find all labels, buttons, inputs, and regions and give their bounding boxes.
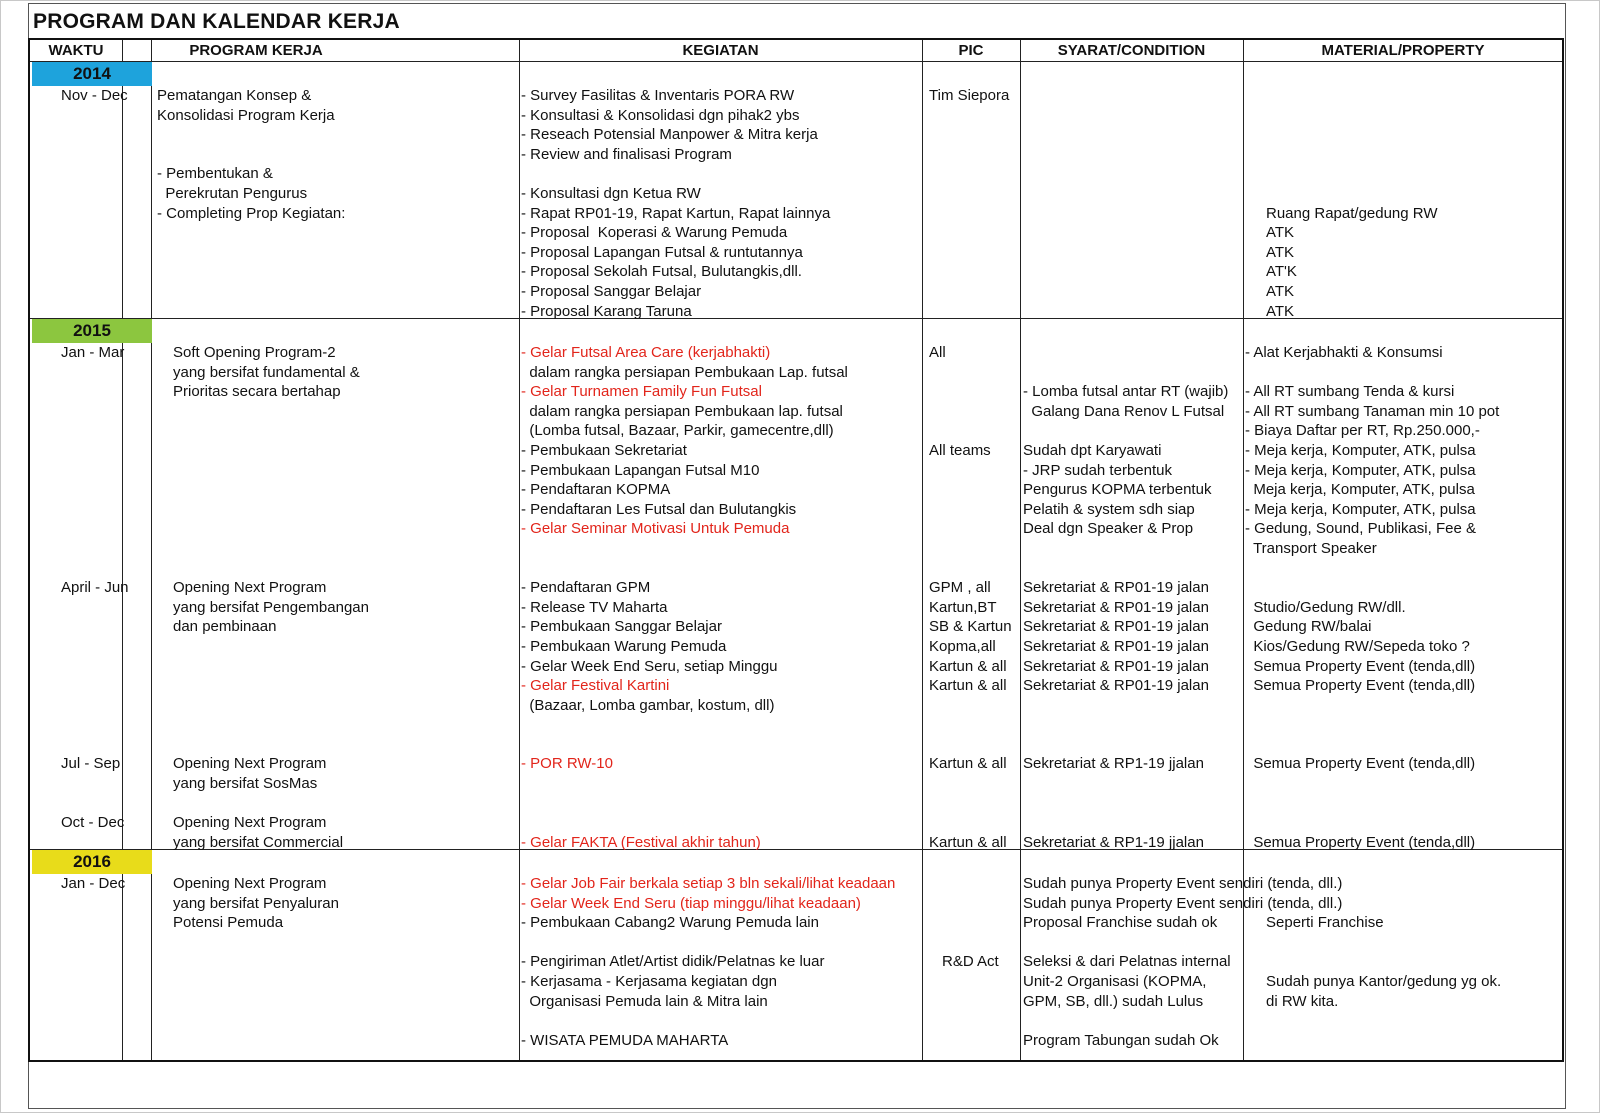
material-2014-line: AT'K xyxy=(1266,263,1297,281)
kegiatan-2015-line: - Gelar Turnamen Family Fun Futsal xyxy=(521,383,762,401)
kegiatan-2014-line: - Proposal Lapangan Futsal & runtutannya xyxy=(521,243,803,261)
pic-2015-line xyxy=(929,735,1012,755)
kegiatan-2016-line xyxy=(521,933,895,953)
pic-2015-line xyxy=(929,382,1012,402)
header-waktu: WAKTU xyxy=(48,42,104,59)
kegiatan-2015-line: - Pembukaan Warung Pemuda xyxy=(521,637,727,655)
syarat-2015-line xyxy=(1023,421,1228,441)
program-2015-line xyxy=(173,676,369,696)
syarat-2015-line: Sudah dpt Karyawati xyxy=(1023,441,1162,459)
waktu-2015-line xyxy=(61,696,129,716)
program-2015-line: Opening Next Program xyxy=(173,755,327,773)
material-2015-line: Kios/Gedung RW/Sepeda toko ? xyxy=(1245,637,1470,655)
header-bottom-line xyxy=(30,61,1562,62)
pic-2015-line: Kartun & all xyxy=(929,833,1007,851)
waktu-2015-line xyxy=(61,500,129,520)
page-title: PROGRAM DAN KALENDAR KERJA xyxy=(33,10,400,33)
pic-2015-line xyxy=(929,696,1012,716)
waktu-2015-line xyxy=(61,559,129,579)
waktu-2015-line xyxy=(61,421,129,441)
kegiatan-2015-line: - Pembukaan Sekretariat xyxy=(521,441,687,459)
kegiatan-2015-line xyxy=(521,539,848,559)
material-2014-line: ATK xyxy=(1266,302,1295,320)
syarat-2015-line: Sekretariat & RP01-19 jalan xyxy=(1023,657,1209,675)
calendar-table xyxy=(28,38,1564,1062)
kegiatan-2014-line xyxy=(521,164,830,184)
material-2015-line xyxy=(1245,813,1499,833)
syarat-2015-line: Galang Dana Renov L Futsal xyxy=(1023,402,1225,420)
material-2016-line xyxy=(1266,933,1501,953)
syarat-2015-line: Pengurus KOPMA terbentuk xyxy=(1023,481,1212,499)
material-2014 xyxy=(1266,86,1438,321)
kegiatan-2015-line: - Gelar Futsal Area Care (kerjabhakti) xyxy=(521,344,771,361)
material-2015-line: - Biaya Daftar per RT, Rp.250.000,- xyxy=(1245,422,1480,440)
syarat-2015-line: Sekretariat & RP1-19 jjalan xyxy=(1023,755,1204,773)
program-2015-line xyxy=(173,559,369,579)
kegiatan-2016-line: - Pembukaan Cabang2 Warung Pemuda lain xyxy=(521,914,819,932)
kegiatan-2015-line: - Pendaftaran KOPMA xyxy=(521,481,671,499)
pic-2015-line: Kopma,all xyxy=(929,637,996,655)
pic-2015-line xyxy=(929,559,1012,579)
kegiatan-2015-line: - Pendaftaran Les Futsal dan Bulutangkis xyxy=(521,500,797,518)
program-2015-line: yang bersifat Commercial xyxy=(173,833,344,851)
pic-2016-line xyxy=(942,913,999,933)
program-2015-line xyxy=(173,480,369,500)
material-2014-line: ATK xyxy=(1266,224,1295,242)
pic-2016-line: R&D Act xyxy=(942,953,999,971)
pic-2015-line xyxy=(929,794,1012,814)
waktu-2015-line xyxy=(61,382,129,402)
material-2014-line xyxy=(1266,106,1438,126)
material-2015-line: - Gedung, Sound, Publikasi, Fee & xyxy=(1245,520,1476,538)
kegiatan-2015-line: dalam rangka persiapan Pembukaan lap. futsal xyxy=(521,402,843,420)
material-2015-line: Gedung RW/balai xyxy=(1245,618,1372,636)
header-pic: PIC xyxy=(958,42,984,59)
material-2015-line: Semua Property Event (tenda,dll) xyxy=(1245,833,1476,851)
pic-2014-line: Tim Siepora xyxy=(929,87,1010,104)
syarat-2015-line: - Lomba futsal antar RT (wajib) xyxy=(1023,383,1229,401)
kegiatan-2014-line: - Proposal Karang Taruna xyxy=(521,302,692,320)
program-2015-line: yang bersifat fundamental & xyxy=(173,363,360,381)
waktu-2015-line xyxy=(61,461,129,481)
kegiatan-2014-line: - Reseach Potensial Manpower & Mitra kerja xyxy=(521,126,818,144)
pic-2015-line xyxy=(929,480,1012,500)
syarat-2015-line: Pelatih & system sdh siap xyxy=(1023,500,1195,518)
material-2015-line: - Meja kerja, Komputer, ATK, pulsa xyxy=(1245,441,1476,459)
pic-2014 xyxy=(929,86,1009,106)
waktu-2015-line xyxy=(61,598,129,618)
program-2015-line xyxy=(173,441,369,461)
material-2015-line: Transport Speaker xyxy=(1245,539,1377,557)
col-divider xyxy=(519,40,520,1060)
waktu-2015-line xyxy=(61,735,129,755)
waktu-2015-line: Jul - Sep xyxy=(61,755,121,773)
kegiatan-2014-line: - Survey Fasilitas & Inventaris PORA RW xyxy=(521,87,795,104)
col-divider xyxy=(922,40,923,1060)
material-2015-line xyxy=(1245,559,1499,579)
waktu-2015-line: Oct - Dec xyxy=(61,814,125,832)
pic-2016-line xyxy=(942,933,999,953)
waktu-2015-line: April - Jun xyxy=(61,579,129,597)
waktu-2015-line xyxy=(61,519,129,539)
material-2015-line: Meja kerja, Komputer, ATK, pulsa xyxy=(1245,481,1475,499)
kegiatan-2016-line: - WISATA PEMUDA MAHARTA xyxy=(521,1031,729,1049)
program-2015-line xyxy=(173,461,369,481)
pic-2015-line xyxy=(929,402,1012,422)
waktu-2015-line xyxy=(61,637,129,657)
syarat-2015 xyxy=(1023,343,1228,852)
program-2014-line: - Pembentukan & xyxy=(157,165,273,183)
program-2015-line: Soft Opening Program-2 xyxy=(173,344,336,361)
syarat-2015-line xyxy=(1023,343,1228,363)
material-2015-line: - Meja kerja, Komputer, ATK, pulsa xyxy=(1245,461,1476,479)
waktu-2015-line: Jan - Mar xyxy=(61,344,125,361)
waktu-2015-line xyxy=(61,539,129,559)
kegiatan-2015-line: - Release TV Maharta xyxy=(521,598,668,616)
program-2014-line: Pematangan Konsep & xyxy=(157,87,312,104)
waktu-2014: Nov - Dec xyxy=(61,87,128,104)
pic-2015-line: All teams xyxy=(929,441,991,459)
waktu-2015-line xyxy=(61,774,129,794)
material-2016-line xyxy=(1266,952,1501,972)
pic-2015-line: SB & Kartun xyxy=(929,618,1012,636)
program-2015-line: yang bersifat Pengembangan xyxy=(173,598,369,616)
material-2015-line: - Meja kerja, Komputer, ATK, pulsa xyxy=(1245,500,1476,518)
pic-2015-line: Kartun & all xyxy=(929,657,1007,675)
program-2015-line xyxy=(173,657,369,677)
kegiatan-2016-line: - Gelar Job Fair berkala setiap 3 bln sekali/lihat keadaan xyxy=(521,875,896,892)
pic-2015-line xyxy=(929,519,1012,539)
material-2014-line: ATK xyxy=(1266,243,1295,261)
program-2015-line xyxy=(173,715,369,735)
material-2016-line: Sudah punya Kantor/gedung yg ok. xyxy=(1266,972,1502,990)
material-2015-line: - All RT sumbang Tenda & kursi xyxy=(1245,383,1455,401)
program-2016-line: yang bersifat Penyaluran xyxy=(173,894,339,912)
kegiatan-2015-line: - POR RW-10 xyxy=(521,755,613,773)
kegiatan-2016-line: Organisasi Pemuda lain & Mitra lain xyxy=(521,992,768,1010)
syarat-2016-line: Sudah punya Property Event sendiri (tenda, dll.) xyxy=(1023,894,1343,912)
syarat-2015-line: Sekretariat & RP01-19 jalan xyxy=(1023,598,1209,616)
kegiatan-2015-line xyxy=(521,794,848,814)
material-2016-line xyxy=(1266,894,1501,914)
material-2015-line xyxy=(1245,774,1499,794)
header-syarat: SYARAT/CONDITION xyxy=(1057,42,1206,59)
waktu-2015-line xyxy=(61,657,129,677)
waktu-2015-line xyxy=(61,676,129,696)
syarat-2015-line xyxy=(1023,363,1228,383)
kegiatan-2014-line: - Konsultasi & Konsolidasi dgn pihak2 ybs xyxy=(521,106,800,124)
pic-2015-line xyxy=(929,813,1012,833)
program-2016 xyxy=(173,874,339,933)
program-2015-line xyxy=(173,402,369,422)
pic-2015-line xyxy=(929,461,1012,481)
kegiatan-2014-line: - Rapat RP01-19, Rapat Kartun, Rapat lainnya xyxy=(521,204,831,222)
material-2015-line: - All RT sumbang Tanaman min 10 pot xyxy=(1245,402,1500,420)
waktu-2015-line xyxy=(61,363,129,383)
kegiatan-2015-line xyxy=(521,774,848,794)
material-2014-line xyxy=(1266,125,1438,145)
pic-2015-line: Kartun & all xyxy=(929,677,1007,695)
material-2014-line: Ruang Rapat/gedung RW xyxy=(1266,204,1438,222)
kegiatan-2015-line: (Bazaar, Lomba gambar, kostum, dll) xyxy=(521,696,775,714)
program-2015-line xyxy=(173,519,369,539)
waktu-2015-line xyxy=(61,794,129,814)
material-2015-line xyxy=(1245,794,1499,814)
kegiatan-2016 xyxy=(521,874,895,1050)
pic-2015-line xyxy=(929,500,1012,520)
kegiatan-2016-line xyxy=(521,1011,895,1031)
kegiatan-2014-line: - Review and finalisasi Program xyxy=(521,145,732,163)
syarat-2016-line: GPM, SB, dll.) sudah Lulus xyxy=(1023,992,1204,1010)
year-badge-2015: 2015 xyxy=(32,319,152,343)
syarat-2016-line: Sudah punya Property Event sendiri (tenda, dll.) xyxy=(1023,875,1343,892)
program-2015-line xyxy=(173,794,369,814)
pic-2016-line xyxy=(942,894,999,914)
syarat-2015-line: Sekretariat & RP01-19 jalan xyxy=(1023,677,1209,695)
kegiatan-2015-line xyxy=(521,735,848,755)
material-2014-line xyxy=(1266,86,1438,106)
pic-2016-line xyxy=(942,874,999,894)
syarat-2015-line xyxy=(1023,794,1228,814)
pic-2015 xyxy=(929,343,1012,852)
header-program-kerja: PROGRAM KERJA xyxy=(189,42,323,59)
program-2015-line xyxy=(173,637,369,657)
year-badge-2014: 2014 xyxy=(32,62,152,86)
kegiatan-2014-line: - Proposal Sekolah Futsal, Bulutangkis,dll. xyxy=(521,263,802,281)
program-2015-line: yang bersifat SosMas xyxy=(173,775,318,793)
kegiatan-2015-line: dalam rangka persiapan Pembukaan Lap. futsal xyxy=(521,363,848,381)
kegiatan-2015-line xyxy=(521,559,848,579)
program-2014 xyxy=(157,86,345,223)
kegiatan-2015-line: - Gelar FAKTA (Festival akhir tahun) xyxy=(521,833,761,851)
pic-2015-line xyxy=(929,421,1012,441)
syarat-2015-line xyxy=(1023,696,1228,716)
material-2016 xyxy=(1266,874,1501,1011)
kegiatan-2015-line: - Gelar Festival Kartini xyxy=(521,677,670,695)
syarat-2015-line xyxy=(1023,559,1228,579)
program-2016-line: Opening Next Program xyxy=(173,875,327,892)
kegiatan-2015-line xyxy=(521,715,848,735)
pic-2015-line xyxy=(929,715,1012,735)
kegiatan-2014-line: - Konsultasi dgn Ketua RW xyxy=(521,184,701,202)
syarat-2015-line: Sekretariat & RP1-19 jjalan xyxy=(1023,833,1204,851)
pic-2015-line: Kartun,BT xyxy=(929,598,997,616)
syarat-2015-line xyxy=(1023,735,1228,755)
syarat-2016-line: Proposal Franchise sudah ok xyxy=(1023,914,1218,932)
material-2015-line: Semua Property Event (tenda,dll) xyxy=(1245,755,1476,773)
syarat-2016-line: Seleksi & dari Pelatnas internal xyxy=(1023,953,1231,971)
program-2014-line: Konsolidasi Program Kerja xyxy=(157,106,335,124)
syarat-2015-line: Sekretariat & RP01-19 jalan xyxy=(1023,637,1209,655)
kegiatan-2016-line: - Kerjasama - Kerjasama kegiatan dgn xyxy=(521,972,777,990)
waktu-2015 xyxy=(61,343,129,833)
waktu-2015-line xyxy=(61,402,129,422)
kegiatan-2015 xyxy=(521,343,848,852)
kegiatan-2015-line: - Gelar Seminar Motivasi Untuk Pemuda xyxy=(521,520,790,538)
kegiatan-2016-line: - Pengiriman Atlet/Artist didik/Pelatnas ke luar xyxy=(521,953,825,971)
material-2014-line xyxy=(1266,184,1438,204)
kegiatan-2015-line: - Pendaftaran GPM xyxy=(521,579,651,597)
syarat-2015-line: - JRP sudah terbentuk xyxy=(1023,461,1172,479)
material-2015-line xyxy=(1245,578,1499,598)
program-2015-line: Prioritas secara bertahap xyxy=(173,383,341,401)
program-2015-line: Opening Next Program xyxy=(173,579,327,597)
material-2014-line: ATK xyxy=(1266,282,1295,300)
material-2015-line xyxy=(1245,735,1499,755)
syarat-2016-line: Program Tabungan sudah Ok xyxy=(1023,1031,1219,1049)
waktu-2015-line xyxy=(61,617,129,637)
waktu-2016: Jan - Dec xyxy=(61,875,126,892)
waktu-2015-line xyxy=(61,480,129,500)
col-divider xyxy=(1020,40,1021,1060)
material-2015-line xyxy=(1245,696,1499,716)
pic-2015-line xyxy=(929,539,1012,559)
material-2016-line xyxy=(1266,874,1501,894)
pic-2016 xyxy=(942,874,999,972)
waktu-2015-line xyxy=(61,715,129,735)
material-2015-line: Studio/Gedung RW/dll. xyxy=(1245,598,1406,616)
material-2016-line: di RW kita. xyxy=(1266,992,1339,1010)
year-badge-2016: 2016 xyxy=(32,850,152,874)
syarat-2015-line xyxy=(1023,715,1228,735)
syarat-2016-line: Unit-2 Organisasi (KOPMA, xyxy=(1023,972,1207,990)
program-2014-line: Perekrutan Pengurus xyxy=(157,184,308,202)
material-2014-line xyxy=(1266,145,1438,165)
col-divider xyxy=(151,40,152,1060)
material-2015-line: - Alat Kerjabhakti & Konsumsi xyxy=(1245,344,1443,361)
program-2015-line xyxy=(173,500,369,520)
kegiatan-2014-line: - Proposal Koperasi & Warung Pemuda xyxy=(521,224,788,242)
program-2015-line xyxy=(173,735,369,755)
syarat-2015-line: Deal dgn Speaker & Prop xyxy=(1023,520,1194,538)
program-2014-line xyxy=(157,145,345,165)
material-2015 xyxy=(1245,343,1499,852)
program-2016-line: Potensi Pemuda xyxy=(173,914,284,932)
kegiatan-2014 xyxy=(521,86,830,321)
syarat-2015-line: Sekretariat & RP01-19 jalan xyxy=(1023,579,1209,597)
program-2015-line: dan pembinaan xyxy=(173,618,277,636)
material-2015-line xyxy=(1245,715,1499,735)
material-2015-line: Semua Property Event (tenda,dll) xyxy=(1245,657,1476,675)
program-2015-line xyxy=(173,696,369,716)
kegiatan-2014-line: - Proposal Sanggar Belajar xyxy=(521,282,702,300)
kegiatan-2015-line: - Pembukaan Sanggar Belajar xyxy=(521,618,722,636)
kegiatan-2016-line: - Gelar Week End Seru (tiap minggu/lihat keadaan) xyxy=(521,894,861,912)
syarat-2015-line xyxy=(1023,539,1228,559)
header-material: MATERIAL/PROPERTY xyxy=(1321,42,1485,59)
kegiatan-2015-line xyxy=(521,813,848,833)
pic-2015-line: GPM , all xyxy=(929,579,991,597)
kegiatan-2015-line: - Gelar Week End Seru, setiap Minggu xyxy=(521,657,778,675)
program-2014-line: - Completing Prop Kegiatan: xyxy=(157,204,346,222)
program-2015-line: Opening Next Program xyxy=(173,814,327,832)
pic-2015-line: All xyxy=(929,344,946,361)
syarat-2016-line xyxy=(1023,1011,1342,1031)
material-2016-line: Seperti Franchise xyxy=(1266,914,1384,932)
pic-2015-line xyxy=(929,774,1012,794)
material-2014-line xyxy=(1266,164,1438,184)
header-kegiatan: KEGIATAN xyxy=(682,42,759,59)
pic-2015-line xyxy=(929,363,1012,383)
material-2015-line: Semua Property Event (tenda,dll) xyxy=(1245,677,1476,695)
kegiatan-2015-line: - Pembukaan Lapangan Futsal M10 xyxy=(521,461,760,479)
program-2014-line xyxy=(157,125,345,145)
pic-2015-line: Kartun & all xyxy=(929,755,1007,773)
program-2015 xyxy=(173,343,369,852)
syarat-2015-line xyxy=(1023,774,1228,794)
material-2015-line xyxy=(1245,363,1499,383)
kegiatan-2015-line: (Lomba futsal, Bazaar, Parkir, gamecentre,dll) xyxy=(521,422,834,440)
program-2015-line xyxy=(173,421,369,441)
syarat-2015-line: Sekretariat & RP01-19 jalan xyxy=(1023,618,1209,636)
program-2015-line xyxy=(173,539,369,559)
waktu-2015-line xyxy=(61,441,129,461)
syarat-2015-line xyxy=(1023,813,1228,833)
